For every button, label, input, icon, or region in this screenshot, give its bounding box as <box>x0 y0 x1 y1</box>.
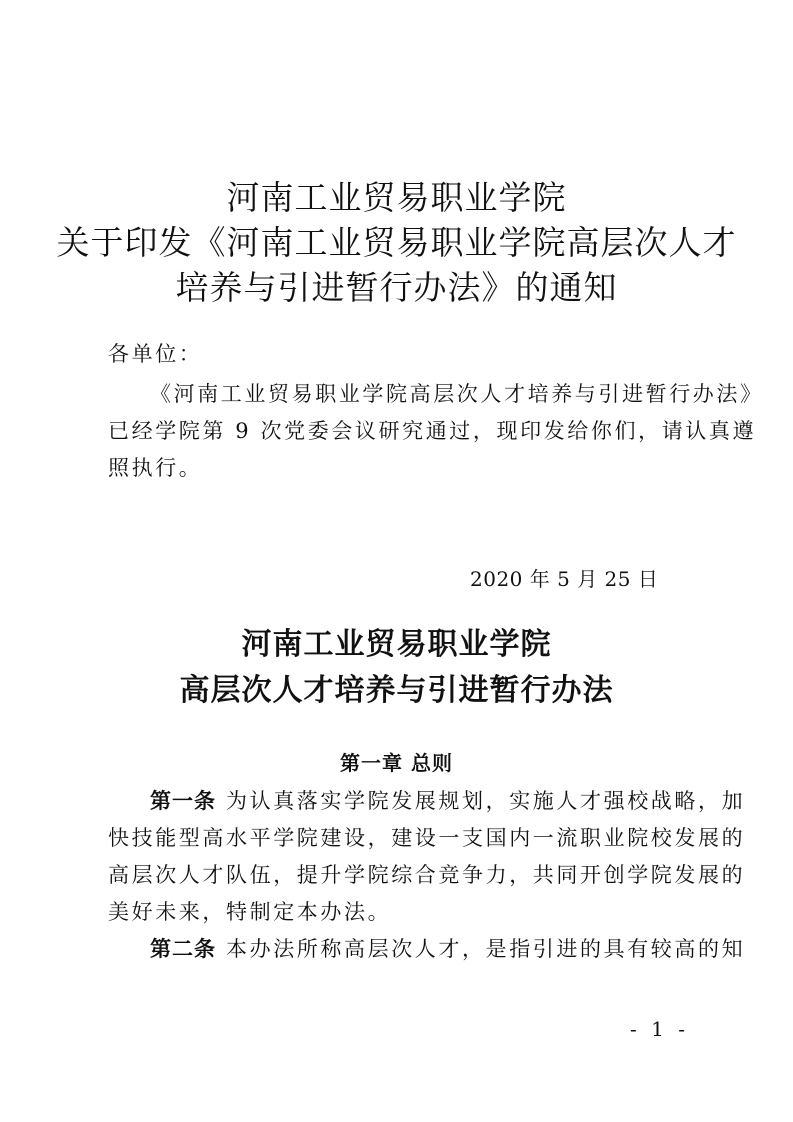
article-1-line-2: 快技能型高水平学院建设，建设一支国内一流职业院校发展的 <box>108 826 746 850</box>
notice-body-line-3: 照执行。 <box>108 456 203 480</box>
page-number: - 1 - <box>630 1017 689 1041</box>
rules-title-line-1: 河南工业贸易职业学院 <box>241 627 552 662</box>
article-2-label: 第二条 <box>150 937 216 961</box>
issue-date: 2020 年 5 月 25 日 <box>470 567 659 591</box>
article-1-text-1: 为认真落实学院发展规划，实施人才强校战略，加 <box>226 789 746 813</box>
article-1-label: 第一条 <box>150 789 216 813</box>
rules-title-line-2: 高层次人才培养与引进暂行办法 <box>179 673 614 708</box>
chapter-heading: 第一章 总则 <box>340 751 453 775</box>
notice-body-line-1: 《河南工业贸易职业学院高层次人才培养与引进暂行办法》 <box>150 382 764 406</box>
salutation: 各单位： <box>108 342 203 366</box>
notice-title-line-2: 关于印发《河南工业贸易职业学院高层次人才 <box>56 223 737 262</box>
article-1-line-3: 高层次人才队伍，提升学院综合竞争力，共同开创学院发展的 <box>108 863 746 887</box>
notice-title <box>0 175 793 310</box>
notice-title-line-1: 河南工业贸易职业学院 <box>226 178 567 217</box>
rules-title <box>0 622 793 714</box>
notice-body-line-2: 已经学院第 9 次党委会议研究通过，现印发给你们，请认真遵 <box>108 419 757 443</box>
article-2-line-1 <box>108 931 746 968</box>
notice-body <box>108 376 764 487</box>
notice-title-line-3: 培养与引进暂行办法》的通知 <box>175 268 618 307</box>
article-2 <box>108 931 746 968</box>
article-1-line-1 <box>108 783 746 820</box>
article-1 <box>108 783 746 931</box>
article-2-text-1: 本办法所称高层次人才，是指引进的具有较高的知 <box>226 937 746 961</box>
article-1-line-4: 美好未来，特制定本办法。 <box>108 900 392 924</box>
